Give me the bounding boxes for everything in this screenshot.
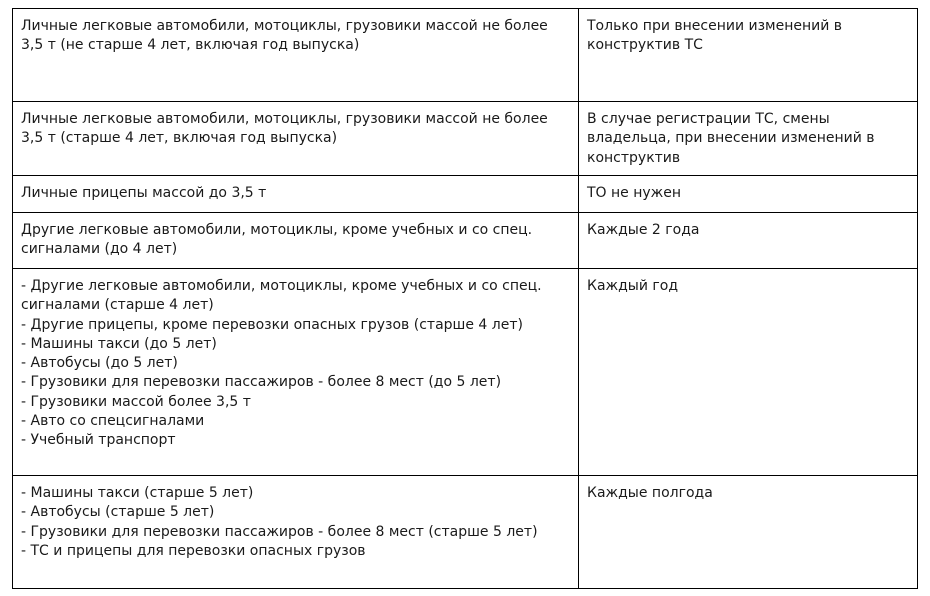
vehicle-category-cell — [13, 476, 579, 589]
cell-text-line: Личные прицепы массой до 3,5 т — [21, 185, 267, 201]
cell-text-line: В случае регистрации ТС, смены — [587, 111, 830, 127]
inspection-frequency-cell — [579, 176, 918, 213]
cell-text-line: - Машины такси (до 5 лет) — [21, 335, 217, 352]
vehicle-category-cell — [13, 176, 579, 213]
table-row — [13, 476, 918, 589]
cell-text-line: Каждые 2 года — [587, 222, 700, 238]
table-row — [13, 176, 918, 213]
table-row — [13, 9, 918, 102]
cell-text-line: - Грузовики для перевозки пассажиров - более 8 мест (до 5 лет) — [21, 374, 502, 391]
cell-text-line: конструктив ТС — [587, 37, 703, 54]
inspection-frequency-cell — [579, 213, 918, 269]
cell-text-line: сигналами (до 4 лет) — [21, 241, 178, 258]
inspection-frequency-cell — [579, 476, 918, 589]
cell-text-line: - Грузовики для перевозки пассажиров - более 8 мест (старше 5 лет) — [21, 523, 538, 540]
cell-text-line: Личные легковые автомобили, мотоциклы, грузовики массой не более — [21, 18, 548, 34]
inspection-frequency-cell — [579, 9, 918, 102]
vehicle-category-cell — [13, 269, 579, 476]
cell-text-line: Только при внесении изменений в — [587, 18, 843, 34]
inspection-frequency-cell — [579, 269, 918, 476]
cell-text-line: Каждые полгода — [587, 485, 713, 501]
table-row — [13, 102, 918, 176]
cell-text-line: - Авто со спецсигналами — [21, 413, 205, 430]
cell-text-line: Личные легковые автомобили, мотоциклы, грузовики массой не более — [21, 111, 548, 127]
vehicle-category-cell — [13, 213, 579, 269]
cell-text-line: - Грузовики массой более 3,5 т — [21, 393, 251, 410]
cell-text-line: 3,5 т (старше 4 лет, включая год выпуска) — [21, 130, 338, 147]
table-row — [13, 213, 918, 269]
vehicle-category-cell — [13, 9, 579, 102]
cell-text-line: - Автобусы (старше 5 лет) — [21, 504, 215, 521]
cell-text-line: - Машины такси (старше 5 лет) — [21, 485, 254, 501]
vehicle-category-cell — [13, 102, 579, 176]
cell-text-line: 3,5 т (не старше 4 лет, включая год выпуска) — [21, 37, 360, 54]
cell-text-line: Каждый год — [587, 278, 679, 294]
cell-text-line: - Автобусы (до 5 лет) — [21, 355, 178, 372]
cell-text-line: - Учебный транспорт — [21, 432, 176, 449]
cell-text-line: ТО не нужен — [587, 185, 682, 201]
inspection-schedule-table — [12, 8, 918, 589]
table-row — [13, 269, 918, 476]
cell-text-line: - Другие легковые автомобили, мотоциклы, кроме учебных и со спец. — [21, 278, 542, 294]
cell-text-line: Другие легковые автомобили, мотоциклы, кроме учебных и со спец. — [21, 222, 533, 238]
inspection-frequency-cell — [579, 102, 918, 176]
cell-text-line: - Другие прицепы, кроме перевозки опасных грузов (старше 4 лет) — [21, 316, 523, 333]
table-body — [13, 9, 918, 589]
cell-text-line: конструктив — [587, 149, 681, 166]
cell-text-line: - ТС и прицепы для перевозки опасных грузов — [21, 542, 366, 559]
cell-text-line: владельца, при внесении изменений в — [587, 130, 875, 147]
cell-text-line: сигналами (старше 4 лет) — [21, 297, 214, 314]
